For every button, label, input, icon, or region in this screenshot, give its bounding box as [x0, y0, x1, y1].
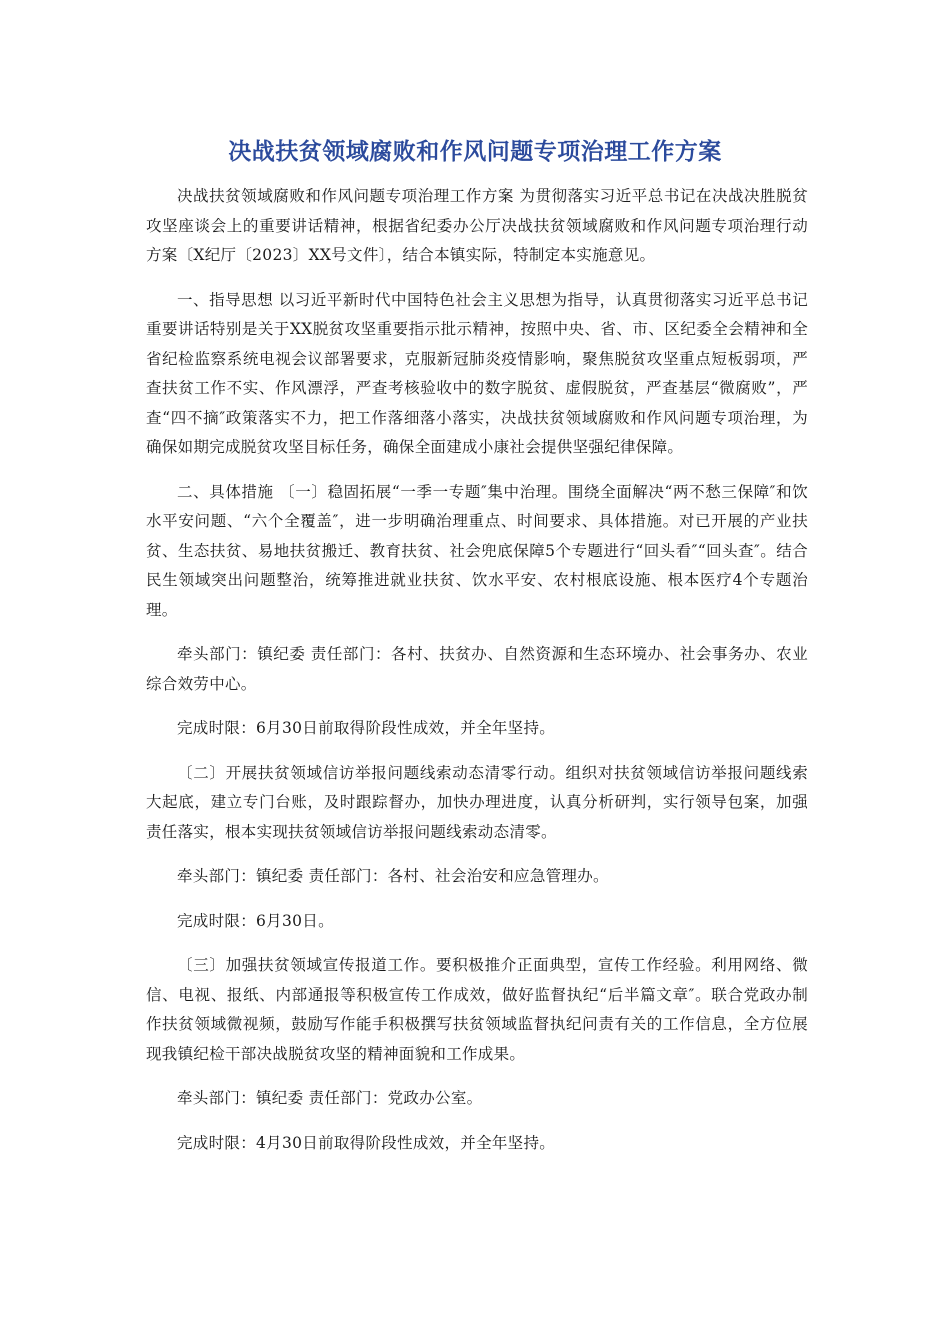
paragraph-measure-1: 二、具体措施 〔一〕稳固拓展“一季一专题″集中治理。围绕全面解决“两不愁三保障″和饮水平安问题、“六个全覆盖″，进一步明确治理重点、时间要求、具体措施。对已开展的产业扶贫、生态扶贫、易地扶贫搬迁、教育扶贫、社会兜底保障5个专题进行“回头看″“回头查″。结合民生领域突出问题整治，统筹推进就业扶贫、饮水平安、农村根底设施、根本医疗4个专题治理。: [146, 482, 808, 619]
paragraph-deadline-1: 完成时限：6月30日前取得阶段性成效，并全年坚持。: [177, 719, 556, 737]
paragraph-deadline-2: 完成时限：6月30日。: [177, 911, 334, 930]
paragraph-deadline-3: 完成时限：4月30日前取得阶段性成效，并全年坚持。: [177, 1133, 556, 1152]
paragraph-measure-3: 〔三〕加强扶贫领域宣传报道工作。要积极推介正面典型，宣传工作经验。利用网络、微信、电视、报纸、内部通报等积极宣传工作成效，做好监督执纪“后半篇文章″。联合党政办制作扶贫领域微视频，鼓励写作能手积极撰写扶贫领域监督执纪问责有关的工作信息，全方位展现我镇纪检干部决战脱贫攻坚的精神面貌和工作成果。: [146, 956, 808, 1063]
paragraph-guiding-principle: 一、指导思想 以习近平新时代中国特色社会主义思想为指导，认真贯彻落实习近平总书记重要讲话特别是关于XX脱贫攻坚重要指示批示精神，按照中央、省、市、区纪委全会精神和全省纪检监察系统电视会议部署要求，克服新冠肺炎疫情影响，聚焦脱贫攻坚重点短板弱项，严查扶贫工作不实、作风漂浮，严查考核验收中的数字脱贫、虚假脱贫，严查基层“微腐败”，严查“四不摘″政策落实不力，把工作落细落小落实，决战扶贫领域腐败和作风问题专项治理，为确保如期完成脱贫攻坚目标任务，确保全面建成小康社会提供坚强纪律保障。: [146, 290, 808, 456]
paragraph-measure-2: 〔二〕开展扶贫领域信访举报问题线索动态清零行动。组织对扶贫领域信访举报问题线索大起底，建立专门台账，及时跟踪督办，加快办理进度，认真分析研判，实行领导包案，加强责任落实，根本实现扶贫领域信访举报问题线索动态清零。: [146, 763, 808, 841]
paragraph-intro: 决战扶贫领域腐败和作风问题专项治理工作方案 为贯彻落实习近平总书记在决战决胜脱贫攻坚座谈会上的重要讲话精神，根据省纪委办公厅决战扶贫领域腐败和作风问题专项治理行动方案〔X纪厅〔2023〕XX号文件〕，结合本镇实际，特制定本实施意见。: [146, 187, 808, 264]
paragraph-departments-3: 牵头部门：镇纪委 责任部门：党政办公室。: [177, 1089, 483, 1107]
paragraph-departments-1: 牵头部门：镇纪委 责任部门：各村、扶贫办、自然资源和生态环境办、社会事务办、农业综合效劳中心。: [146, 645, 808, 693]
paragraph-departments-2: 牵头部门：镇纪委 责任部门：各村、社会治安和应急管理办。: [177, 867, 609, 885]
document-body: [146, 182, 808, 1173]
document-title: 决战扶贫领域腐败和作风问题专项治理工作方案: [228, 139, 722, 165]
